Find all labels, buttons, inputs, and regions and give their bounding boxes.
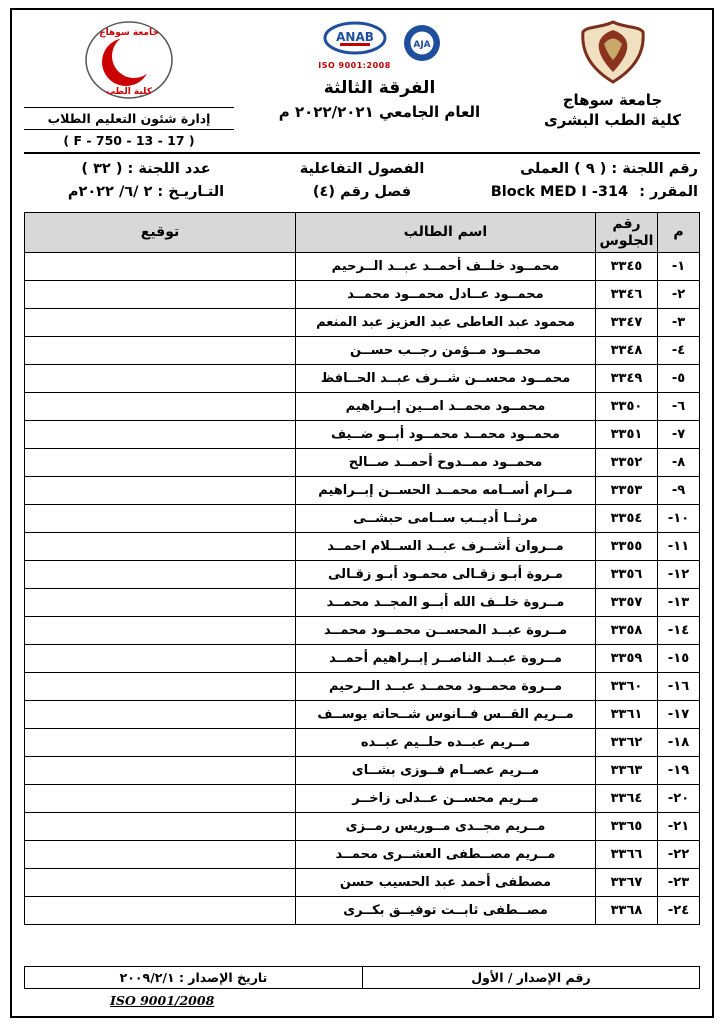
- header-university-block: [525, 20, 700, 129]
- form-code: ( F - 750 - 13 - 17 ): [63, 133, 195, 148]
- row-number-cell: ٤-: [658, 337, 700, 365]
- table-row: [25, 897, 700, 925]
- student-name-cell: محمــود عــادل محمــود محمــد: [296, 281, 596, 309]
- anab-caption: ISO 9001:2008: [318, 61, 391, 70]
- table-row: [25, 309, 700, 337]
- row-number-cell: ٢١-: [658, 813, 700, 841]
- spacer: [24, 925, 700, 966]
- table-row: [25, 645, 700, 673]
- issue-date: تاريخ الإصدار : ٢٠٠٩/٢/١: [119, 970, 268, 985]
- student-name-cell: مــروة محمــود محمــد عبــد الــرحيم: [296, 673, 596, 701]
- aja-label: AJA: [413, 40, 431, 50]
- signature-cell: [25, 757, 296, 785]
- signature-cell: [25, 393, 296, 421]
- signature-cell: [25, 281, 296, 309]
- faculty-name: كلية الطب البشرى: [543, 111, 681, 129]
- iso-certification: ISO 9001/2008: [110, 993, 215, 1008]
- row-number-cell: ١٣-: [658, 589, 700, 617]
- student-name-cell: مــروة خلــف الله أبــو المجــد محمــد: [296, 589, 596, 617]
- header-student-name: اسم الطالب: [296, 213, 596, 253]
- student-name-cell: مــريم مصــطفى العشــرى محمــد: [296, 841, 596, 869]
- info-row-1: [26, 161, 698, 177]
- university-name: جامعة سوهاج: [562, 91, 663, 109]
- signature-cell: [25, 421, 296, 449]
- aja-logo: [403, 24, 441, 66]
- signature-cell: [25, 365, 296, 393]
- course-line: [458, 184, 698, 200]
- table-row: [25, 757, 700, 785]
- seat-number-cell: ٣٣٦٠: [596, 673, 658, 701]
- signature-cell: [25, 813, 296, 841]
- row-number-cell: ٩-: [658, 477, 700, 505]
- signature-cell: [25, 785, 296, 813]
- student-name-cell: مــروة عبــد المحســن محمــود محمــد: [296, 617, 596, 645]
- signature-cell: [25, 701, 296, 729]
- student-name-cell: محمــود محســن شــرف عبــد الحــافظ: [296, 365, 596, 393]
- table-row: [25, 449, 700, 477]
- seat-number-cell: ٣٣٦٣: [596, 757, 658, 785]
- issue-footer: [24, 966, 700, 989]
- seat-number-cell: ٣٣٥٤: [596, 505, 658, 533]
- row-number-cell: ١٦-: [658, 673, 700, 701]
- student-name-cell: محمــود ممــدوح أحمــد صــالح: [296, 449, 596, 477]
- grade-title: الفرقة الثالثة: [323, 78, 436, 98]
- table-row: [25, 561, 700, 589]
- student-name-cell: مـروة أبـو زقـالى محمـود أبـو زقـالى: [296, 561, 596, 589]
- table-row: [25, 253, 700, 281]
- committee-count: عدد اللجنة : ( ٣٢ ): [81, 161, 211, 177]
- seat-number-cell: ٣٣٦٨: [596, 897, 658, 925]
- info-row-2: [26, 184, 698, 200]
- row-number-cell: ٧-: [658, 421, 700, 449]
- college-logo: [83, 20, 175, 100]
- signature-cell: [25, 309, 296, 337]
- row-number-cell: ١٩-: [658, 757, 700, 785]
- academic-year: العام الجامعي ٢٠٢٢/٢٠٢١ م: [278, 103, 481, 121]
- signature-cell: [25, 869, 296, 897]
- student-name-cell: مــروان أشــرف عبــد الســلام احمــد: [296, 533, 596, 561]
- admin-office: إدارة شئون التعليم الطلاب: [24, 107, 234, 130]
- table-row: [25, 701, 700, 729]
- seat-number-cell: ٣٣٥٥: [596, 533, 658, 561]
- seat-number-cell: ٣٣٦٥: [596, 813, 658, 841]
- student-name-cell: مــريم عبــده حلــيم عبــده: [296, 729, 596, 757]
- student-table: [24, 212, 700, 925]
- row-number-cell: ٦-: [658, 393, 700, 421]
- student-name-cell: مــرام أســامه محمــد الحســن إبــراهيم: [296, 477, 596, 505]
- student-name-cell: محمــود محمــد محمــود أبــو ضــيف: [296, 421, 596, 449]
- table-row: [25, 785, 700, 813]
- signature-cell: [25, 645, 296, 673]
- row-number-cell: ١١-: [658, 533, 700, 561]
- student-name-cell: مــروة عبــد الناصــر إبــراهيم أحمــد: [296, 645, 596, 673]
- seat-number-cell: ٣٣٤٩: [596, 365, 658, 393]
- student-name-cell: مصطفى أحمد عبد الحسيب حسن: [296, 869, 596, 897]
- student-table-header: [25, 213, 700, 253]
- signature-cell: [25, 561, 296, 589]
- header-seat-number: رقم الجلوس: [596, 213, 658, 253]
- signature-cell: [25, 337, 296, 365]
- row-number-cell: ١٤-: [658, 617, 700, 645]
- seat-number-cell: ٣٣٦٦: [596, 841, 658, 869]
- signature-cell: [25, 589, 296, 617]
- header-row-number: م: [658, 213, 700, 253]
- row-number-cell: ٢٠-: [658, 785, 700, 813]
- table-row: [25, 393, 700, 421]
- seat-number-cell: ٣٣٥٣: [596, 477, 658, 505]
- row-number-cell: ١٥-: [658, 645, 700, 673]
- seat-number-cell: ٣٣٤٧: [596, 309, 658, 337]
- table-row: [25, 673, 700, 701]
- student-name-cell: مصــطفى ثابــت توفيــق بكــرى: [296, 897, 596, 925]
- seat-number-cell: ٣٣٥٢: [596, 449, 658, 477]
- table-row: [25, 281, 700, 309]
- table-row: [25, 365, 700, 393]
- student-name-cell: مرثــا أديــب ســامى حبشــى: [296, 505, 596, 533]
- issue-number: رقم الإصدار / الأول: [362, 967, 699, 988]
- table-row: [25, 869, 700, 897]
- table-row: [25, 533, 700, 561]
- row-number-cell: ١٧-: [658, 701, 700, 729]
- student-name-cell: مــريم محســن عــدلى زاخــر: [296, 785, 596, 813]
- seat-number-cell: ٣٣٥٦: [596, 561, 658, 589]
- row-number-cell: ١-: [658, 253, 700, 281]
- exam-info: [24, 154, 700, 212]
- table-row: [25, 617, 700, 645]
- table-row: [25, 337, 700, 365]
- seat-number-cell: ٣٣٥٨: [596, 617, 658, 645]
- college-logo-top-text: جامعة سوهاج: [99, 28, 159, 38]
- section-type: الفصول التفاعلية: [299, 161, 425, 177]
- course-code: Block MED I -314: [490, 184, 629, 200]
- row-number-cell: ٢٣-: [658, 869, 700, 897]
- student-name-cell: محمود عبد العاطى عبد العزيز عبد المنعم: [296, 309, 596, 337]
- row-number-cell: ١٨-: [658, 729, 700, 757]
- page-frame: [10, 8, 714, 1018]
- seat-number-cell: ٣٣٥٧: [596, 589, 658, 617]
- row-number-cell: ٣-: [658, 309, 700, 337]
- seat-number-cell: ٣٣٦٤: [596, 785, 658, 813]
- document-header: [24, 20, 700, 154]
- student-name-cell: مــريم مجــدى مــوريس رمــزى: [296, 813, 596, 841]
- table-row: [25, 729, 700, 757]
- table-row: [25, 841, 700, 869]
- seat-number-cell: ٣٣٦٧: [596, 869, 658, 897]
- exam-date: التـاريـخ : ٢ /٦/ ٢٠٢٢م: [67, 184, 225, 200]
- sohag-university-logo: [577, 20, 649, 84]
- table-row: [25, 589, 700, 617]
- seat-number-cell: ٣٣٤٥: [596, 253, 658, 281]
- row-number-cell: ٢-: [658, 281, 700, 309]
- signature-cell: [25, 477, 296, 505]
- student-name-cell: محمــود محمــد امــين إبــراهيم: [296, 393, 596, 421]
- seat-number-cell: ٣٣٦٢: [596, 729, 658, 757]
- signature-cell: [25, 673, 296, 701]
- seat-number-cell: ٣٣٥٩: [596, 645, 658, 673]
- signature-cell: [25, 617, 296, 645]
- header-center-block: [234, 20, 525, 121]
- row-number-cell: ٥-: [658, 365, 700, 393]
- student-name-cell: محمــود خلــف أحمــد عبــد الــرحيم: [296, 253, 596, 281]
- signature-cell: [25, 253, 296, 281]
- header-admin-block: [24, 20, 234, 148]
- signature-cell: [25, 505, 296, 533]
- committee-number: رقم اللجنة : ( ٩ ) العملى: [520, 161, 698, 177]
- student-name-cell: مــريم القــس فــانوس شــحاته يوســف: [296, 701, 596, 729]
- student-name-cell: محمــود مــؤمن رجــب حســن: [296, 337, 596, 365]
- row-number-cell: ٢٤-: [658, 897, 700, 925]
- table-row: [25, 813, 700, 841]
- class-number: فصل رقم (٤): [312, 184, 412, 200]
- signature-cell: [25, 841, 296, 869]
- table-row: [25, 421, 700, 449]
- seat-number-cell: ٣٣٥٠: [596, 393, 658, 421]
- anab-logo: [318, 20, 391, 70]
- student-table-body: [25, 253, 700, 925]
- header-signature: توقيع: [25, 213, 296, 253]
- seat-number-cell: ٣٣٤٨: [596, 337, 658, 365]
- student-name-cell: مــريم عصــام فــوزى بشــاى: [296, 757, 596, 785]
- seat-number-cell: ٣٣٦١: [596, 701, 658, 729]
- signature-cell: [25, 897, 296, 925]
- seat-number-cell: ٣٣٥١: [596, 421, 658, 449]
- row-number-cell: ٢٢-: [658, 841, 700, 869]
- signature-cell: [25, 533, 296, 561]
- college-logo-bottom-text: كلية الطب: [106, 87, 152, 97]
- signature-cell: [25, 729, 296, 757]
- seat-number-cell: ٣٣٤٦: [596, 281, 658, 309]
- course-label: المقرر :: [639, 184, 698, 200]
- table-row: [25, 477, 700, 505]
- table-row: [25, 505, 700, 533]
- accreditation-logos: [234, 20, 525, 70]
- anab-label: ANAB: [335, 30, 374, 44]
- signature-cell: [25, 449, 296, 477]
- row-number-cell: ١٢-: [658, 561, 700, 589]
- row-number-cell: ١٠-: [658, 505, 700, 533]
- row-number-cell: ٨-: [658, 449, 700, 477]
